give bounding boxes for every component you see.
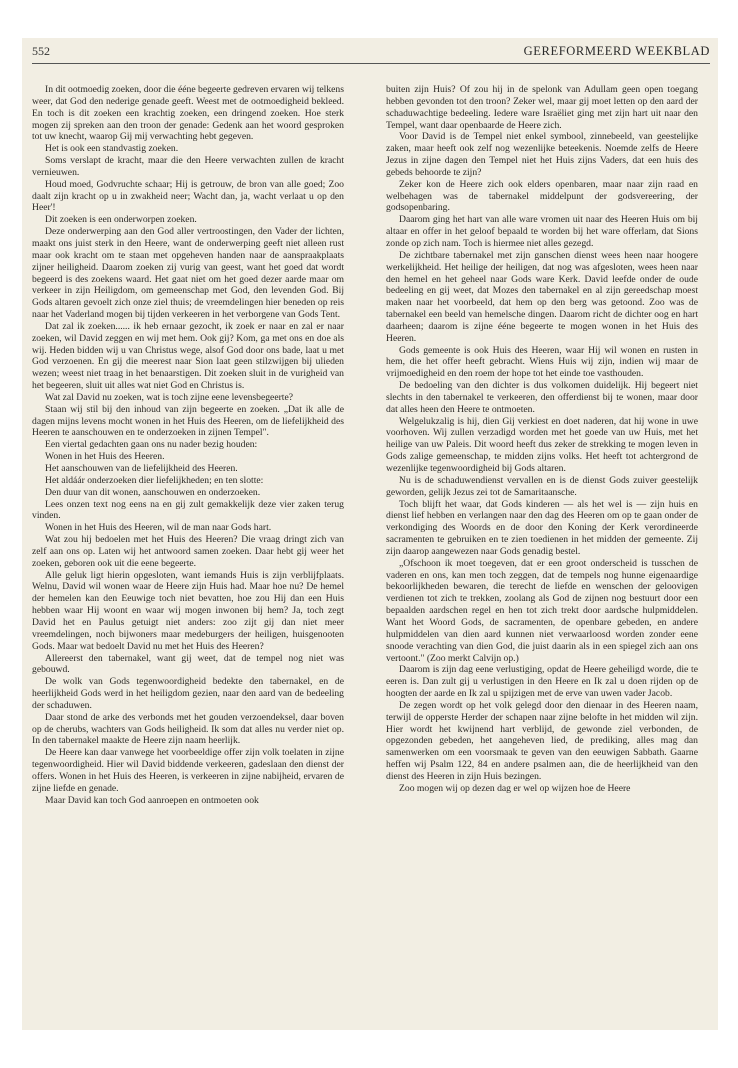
paragraph: Deze onderwerping aan den God aller vertroostingen, den Vader der lichten, maakt ons juist sterk in den Heere, want de onderwerping geeft niet alleen rust maar ook kracht om te staan met opgeheven handen naar de aanspraakplaats zijner heiligheid. Daarom zoeken zij vurig van geest, want het goed dat wordt begeerd is des zoekens waard. Het gaat niet om het goed dezer aarde maar om verkeer in zijn Heiligdom, om gemeenschap met God, den levenden God. Bij Gods altaren gevoelt zich onze ziel thuis; de vreemdelingen hier beneden op reis naar het Vaderland mogen bij tijden verkeeren in het verborgene van Gods Tent. — [32, 226, 344, 321]
paragraph: Lees onzen text nog eens na en gij zult gemakkelijk deze vier zaken terug vinden. — [32, 498, 344, 522]
list-line: Wonen in het Huis des Heeren. — [45, 451, 165, 463]
paragraph: Zeker kon de Heere zich ook elders openbaren, maar naar zijn raad en welbehagen was de tabernakel middelpunt der godsvereering, der godsopenbaring. — [386, 178, 698, 214]
paragraph: Wat zou hij bedoelen met het Huis des Heeren? Die vraag dringt zich van zelf aan ons op. Laten wij het antwoord samen zoeken. Daar hebt gij weer het zoeken, geboren ook uit die eene begeerte. — [32, 534, 344, 569]
text-column-left — [32, 84, 344, 806]
page-number: 552 — [32, 44, 50, 58]
paragraph: In dit ootmoedig zoeken, door die ééne begeerte gedreven ervaren wij telkens weer, dat God den nederige genade geeft. Weest met de ootmoedigheid bekleed. En toch is dit zoeken een krachtig zoeken, een dringend zoeken. Hoe sterk mogen zij spreken aan den troon der genade: Gedenk aan het woord gesproken tot uw knecht, waarop Gij mij verwachting hebt gegeven. — [32, 84, 344, 143]
paragraph: „Ofschoon ik moet toegeven, dat er een groot onderscheid is tusschen de vaderen en ons, kan men toch zeggen, dat de tempels nog hunne eigenaardige bekoorlijkheden bewaren, die terecht de liefde en wenschen der geloovigen verdienen tot zich te trekken, zoolang als God de zijnen nog bestuurt door een bepaalden aardschen regel en hen tot zich trekt door aardsche hulpmiddelen. Want het Woord Gods, de sacramenten, de openbare gebeden, en andere hulpmiddelen van dien aard kunnen niet verwaarloosd worden zonder eene snoode verachting van dien God, die juist daarin als in een spiegel zich aan ons vertoont." (Zoo merkt Calvijn op.) — [386, 557, 698, 664]
paragraph: De wolk van Gods tegenwoordigheid bedekte den tabernakel, en de heerlijkheid Gods werd in het heiligdom gezien, naar den aard van de bedeeling der schaduwen. — [32, 676, 344, 711]
list-line: Het aanschouwen van de liefelijkheid des Heeren. — [45, 463, 238, 474]
paragraph: Wonen in het Huis des Heeren, wil de man naar Gods hart. — [45, 522, 272, 534]
paragraph: Welgelukzalig is hij, dien Gij verkiest en doet naderen, dat hij wone in uwe voorhoven. Wij zullen verzadigd worden met het goede van uw Huis, met het heilige van uw Paleis. Dit woord heeft dus zeker de strekking te mogen leven in Gods zalige gemeenschap, te midden zijns volks. Het heeft tot achtergrond de wezenlijke tegenwoordigheid bij Gods altaren. — [386, 415, 698, 474]
paragraph: Alle geluk ligt hierin opgesloten, want iemands Huis is zijn verblijfplaats. Welnu, David wil wonen waar de Heere zijn Huis had. Maar hoe nu? De hemel der hemelen kan den Eeuwige toch niet bevatten, hoe zou Hij dan een Huis hebben waar Hij woont en waar wij mogen inwonen bij hem? Ja, toch zegt David het en Paulus getuigt niet anders: zoo zijt gij dan niet meer vreemdelingen, noch bijwoners maar medeburgers der heiligen, huisgenooten Gods. Maar wat bedoelt David nu met het Huis des Heeren? — [32, 569, 344, 652]
paragraph: Soms verslapt de kracht, maar die den Heere verwachten zullen de kracht vernieuwen. — [32, 155, 344, 178]
paragraph: Staan wij stil bij den inhoud van zijn begeerte en zoeken. „Dat ik alle de dagen mijns levens mocht wonen in het Huis des Heeren, om de liefelijkheid des Heeren te aanschouwen en te onderzoeken in zijnen Tempel". — [32, 403, 344, 439]
list-line: Den duur van dit wonen, aanschouwen en onderzoeken. — [45, 486, 261, 498]
paragraph: Toch blijft het waar, dat Gods kinderen — als het wel is — zijn huis en dienst lief hebben en verlangen naar den dag des Heeren om op te gaan onder de verkondiging des Woords en de door den Koning der Kerk verordineerde sacramenten te gebruiken en te zien toedienen in het midden der gemeente. Zij zijn daarop aangewezen naar Gods genadig bestel. — [386, 498, 698, 557]
paragraph: Een viertal gedachten gaan ons nu nader bezig houden: — [45, 439, 258, 451]
paragraph: Houd moed, Godvruchte schaar; Hij is getrouw, de bron van alle goed; Zoo daalt zijn kracht op u in zwakheid neer; Wacht dan, ja, wacht verlaat u op den Heer'! — [32, 178, 344, 214]
paragraph: De bedoeling van den dichter is dus volkomen duidelijk. Hij begeert niet slechts in den tabernakel te verkeeren, den offerdienst bij te wonen, maar door dat alles heen den Heere te ontmoeten. — [386, 380, 698, 415]
text-column-right — [386, 84, 698, 795]
paragraph: Daarom is zijn dag eene verlustiging, opdat de Heere geheiligd worde, die te eeren is. Dan zult gij u verlustigen in den Heere en Ik zal u doen rijden op de hoogten der aarde en Ik zal u spijzigen met de erve van uwen vader Jacob. — [386, 664, 698, 700]
paragraph: Zoo mogen wij op dezen dag er wel op wijzen hoe de Heere — [399, 782, 631, 794]
paragraph: Daar stond de arke des verbonds met het gouden verzoendeksel, daar boven op de cherubs, wachters van Gods heiligheid. Ik som dat alles nu verder niet op. In den tabernakel maakte de Heere zijn naam heerlijk. — [32, 711, 344, 747]
paragraph: Dat zal ik zoeken...... ik heb ernaar gezocht, ik zoek er naar en zal er naar zoeken, wil David zeggen en wij met hem. Ook gij? Kom, ga met ons en doe als wij. Heden bidden wij u van Christus wege, alsof God door ons bade, laat u met God verzoenen. En gij die meerest naar Sion laat geen stilzwijgen bij ulieden wezen; weest niet traag in het benaarstigen. Dit zoeken sluit in de vurigheid van het begeeren, sluit uit alles wat niet God en Christus is. — [32, 320, 344, 392]
list-line: Het aldáár onderzoeken dier liefelijkheden; en ten slotte: — [45, 474, 264, 486]
paragraph: Gods gemeente is ook Huis des Heeren, waar Hij wil wonen en rusten in hem, die het offer heeft gebracht. Wiens Huis wij zijn, indien wij maar de vrijmoedigheid en den roem der hope tot het einde toe vasthouden. — [386, 344, 698, 380]
paragraph: De Heere kan daar vanwege het voorbeeldige offer zijn volk toelaten in zijne tegenwoordigheid. Hier wil David biddende verkeeren, gadeslaan den dienst der offers. Wonen in het Huis des Heeren, is verkeeren in zijne nabijheid, ervaren de zijne liefde en genade. — [32, 747, 344, 794]
paragraph: Het is ook een standvastig zoeken. — [45, 143, 179, 155]
paragraph: Allereerst den tabernakel, want gij weet, dat de tempel nog niet was gebouwd. — [32, 652, 344, 676]
paragraph: Daarom ging het hart van alle ware vromen uit naar des Heeren Huis om bij altaar en offer in het geloof bepaald te worden bij het ware offerlam, dat Sions zonde op zich nam. Toch is hiermee niet alles gezegd. — [386, 214, 698, 249]
page-header — [32, 44, 710, 62]
paragraph: Nu is de schaduwendienst vervallen en is de dienst Gods zuiver geestelijk geworden, gelijk Jezus zei tot de Samaritaansche. — [386, 474, 698, 498]
paragraph: De zegen wordt op het volk gelegd door den dienaar in des Heeren naam, terwijl de opperste Herder der schapen naar zijne belofte in het midden wil zijn. Hier wordt het kwijnend hart verblijd, de gewonde ziel verbonden, de opgezonden gebeden, het aangeheven lied, de prediking, alles mag dan samenwerken om een voorsmaak te geven van den eeuwigen Sabbath. Gaarne heffen wij Psalm 122, 84 en andere psalmen aan, die de heerlijkheid van den dienst des Heeren in zijn Huis bezingen. — [386, 699, 698, 782]
paragraph: Dit zoeken is een onderworpen zoeken. — [45, 214, 197, 226]
paragraph: Voor David is de Tempel niet enkel symbool, zinnebeeld, van geestelijke zaken, maar heeft ook zelf nog wezenlijke beteekenis. Noemde zelfs de Heere Jezus in zijne dagen den Tempel niet het Huis zijns Vaders, dat een huis des gebeds behoorde te zijn? — [386, 131, 698, 178]
paragraph: buiten zijn Huis? Of zou hij in de spelonk van Adullam geen open toegang hebben gevonden tot den troon? Zeker wel, maar gij moet letten op den aard der schaduwachtige bedeeling. Iedere ware Israëliet ging met zijn hart uit naar den Tempel, want daar openbaarde de Heere zich. — [386, 84, 698, 131]
journal-title: GEREFORMEERD WEEKBLAD — [523, 44, 710, 58]
paragraph: De zichtbare tabernakel met zijn ganschen dienst wees heen naar hoogere werkelijkheid. Het heilige der heiligen, dat nog was afgesloten, wees heen naar den hemel en het geheel naar Gods ware Kerk. David leefde onder de oude bedeeling en gij weet, dat Mozes den tabernakel en al zijn gereedschap moest maken naar het voorbeeld, dat hem op den berg was getoond. Zoo was de tabernakel een beeld van hemelsche dingen. Daarom richt de dichter oog en hart daarheen; daarom is zijne ééne begeerte te mogen wonen in het Huis des Heeren. — [386, 249, 698, 344]
paragraph: Wat zal David nu zoeken, wat is toch zijne eene levensbegeerte? — [45, 391, 294, 403]
header-rule — [32, 63, 710, 64]
paragraph: Maar David kan toch God aanroepen en ontmoeten ook — [45, 794, 259, 806]
scanned-page — [22, 38, 718, 1030]
